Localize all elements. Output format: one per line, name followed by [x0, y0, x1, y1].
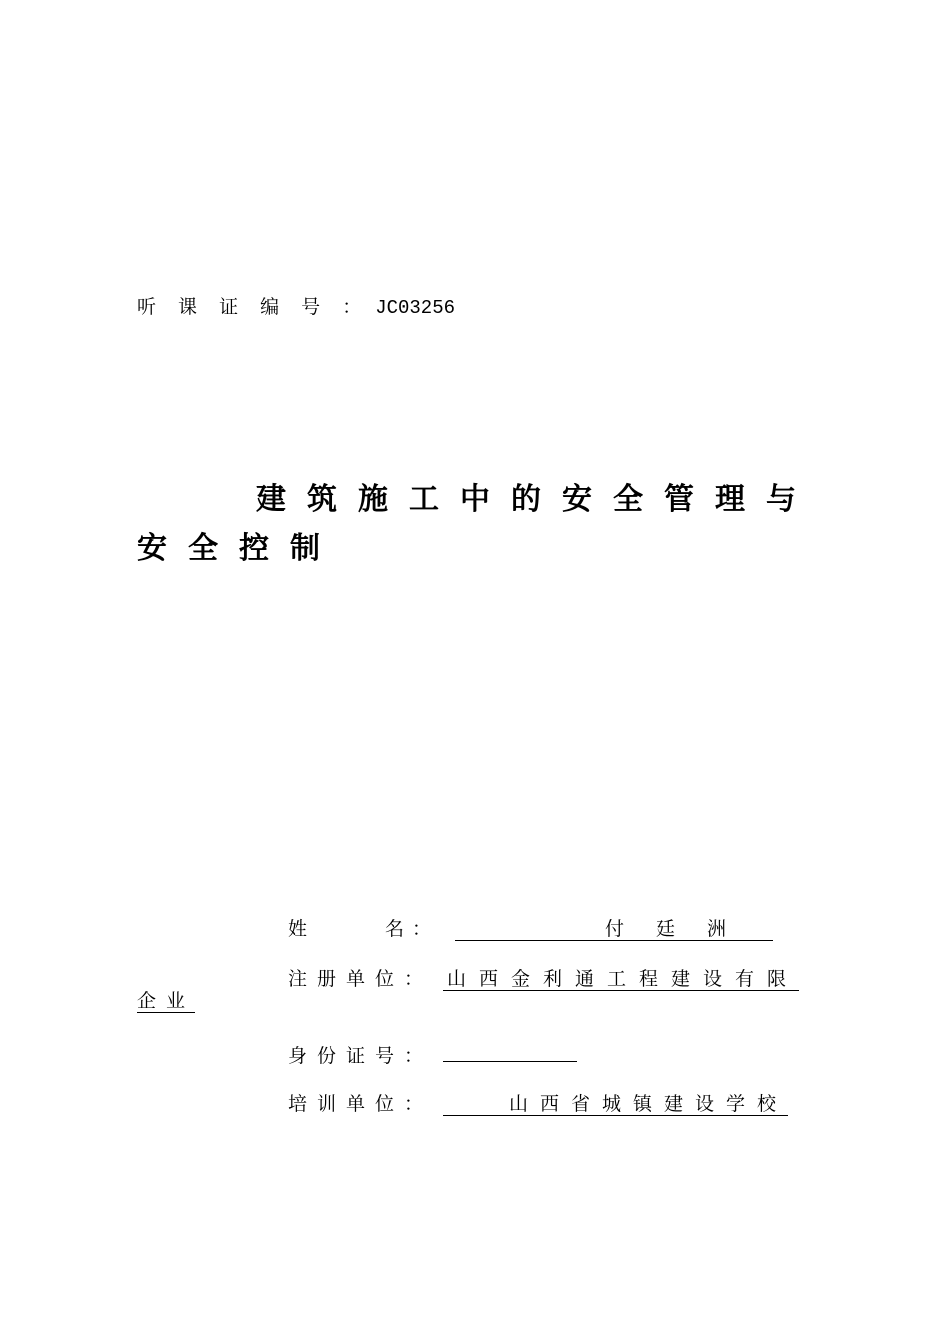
registered-unit-label: 注册单位: [288, 968, 405, 990]
document-title-line-2: 安全控制: [137, 531, 341, 566]
registered-unit-continuation: [137, 990, 195, 1013]
id-number-value: [443, 1039, 577, 1062]
id-number-label: 身份证号: [288, 1045, 405, 1067]
training-unit-colon: ：: [404, 1093, 434, 1115]
registered-unit-value: 山西金利通工程建设有限: [443, 968, 799, 991]
id-number-row: [288, 1039, 577, 1068]
registered-unit-value-cont: 企业: [137, 990, 196, 1012]
training-unit-row: [288, 1089, 788, 1116]
name-field-row: [288, 914, 773, 941]
id-number-colon: ：: [404, 1045, 434, 1067]
name-colon: ：: [412, 918, 442, 940]
name-value: 付廷洲: [455, 918, 773, 941]
certificate-number: JC03256: [375, 297, 456, 319]
document-title-line-1: 建筑施工中的安全管理与: [256, 482, 817, 517]
training-unit-value: 山西省城镇建设学校: [443, 1093, 788, 1116]
registered-unit-row: [288, 964, 799, 991]
training-unit-label: 培训单位: [288, 1093, 405, 1115]
certificate-number-line: [137, 292, 455, 319]
registered-unit-colon: ：: [404, 968, 434, 990]
name-label: 姓 名: [288, 918, 405, 940]
certificate-label: 听 课 证 编 号 ：: [137, 296, 370, 318]
